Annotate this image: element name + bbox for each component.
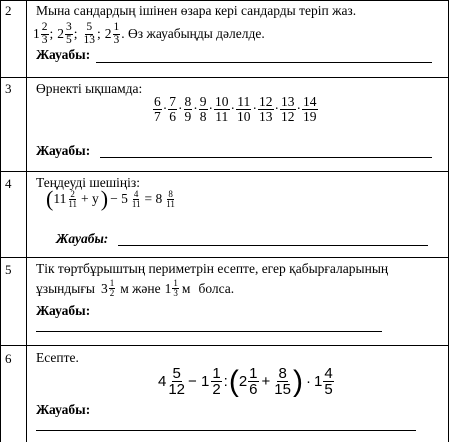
- row-divider: [0, 257, 449, 258]
- answer-label: Жауабы:: [36, 143, 91, 158]
- row-divider: [0, 345, 449, 346]
- row-divider: [0, 171, 449, 172]
- task-text: Мына сандардың ішінен өзара кері сандарды теріп жаз.: [36, 3, 357, 18]
- row-number: 2: [5, 3, 12, 18]
- answer-line[interactable]: [36, 430, 416, 431]
- column-divider: [26, 0, 27, 442]
- number-list: 1 2 3 ; 2 3 5 ; 5 13 ; 2 1 3 . Өз жауабыңды дәлелде.: [33, 21, 265, 46]
- answer-label: Жауабы:: [56, 231, 109, 246]
- task-text: Есепте.: [36, 350, 79, 365]
- answer-label: Жауабы:: [36, 303, 91, 318]
- table-border-left: [0, 0, 1, 442]
- task-text: Теңдеуді шешіңіз:: [36, 175, 140, 190]
- row-divider: [0, 77, 449, 78]
- task-text: Өрнекті ықшамда:: [36, 81, 143, 96]
- table-border-top: [0, 0, 449, 1]
- row-number: 3: [5, 81, 12, 96]
- row-number: 4: [5, 176, 12, 191]
- answer-label: Жауабы:: [36, 402, 91, 417]
- row-number: 6: [5, 351, 12, 366]
- expression-calc: 4 5 12 − 1 1 2 : ( 2 1 6 + $\frac{8}{15}$ ) · 1 4 5: [158, 364, 333, 398]
- equation: ( 11 2 11 + y ) − 5 $\frac{4}{11}$ = 8 8 11: [46, 186, 175, 211]
- task-text-dimensions: ұзындығы 3 1 2 м және 1 1 3 м болса.: [36, 278, 235, 298]
- row-number: 5: [5, 262, 12, 277]
- answer-label: Жауабы:: [36, 47, 91, 62]
- answer-line[interactable]: [118, 245, 428, 246]
- answer-line[interactable]: [96, 62, 432, 63]
- task-text: Тік төртбұрыштың периметрін есепте, егер қабырғаларының: [36, 261, 389, 276]
- answer-line[interactable]: [100, 157, 432, 158]
- answer-line[interactable]: [36, 331, 382, 332]
- expression-product: 6 7 · 7 6 · 8 9 · 9 8 · 10 11 · 11 10 · 12 13 · 13 12 · 14 19: [154, 94, 317, 124]
